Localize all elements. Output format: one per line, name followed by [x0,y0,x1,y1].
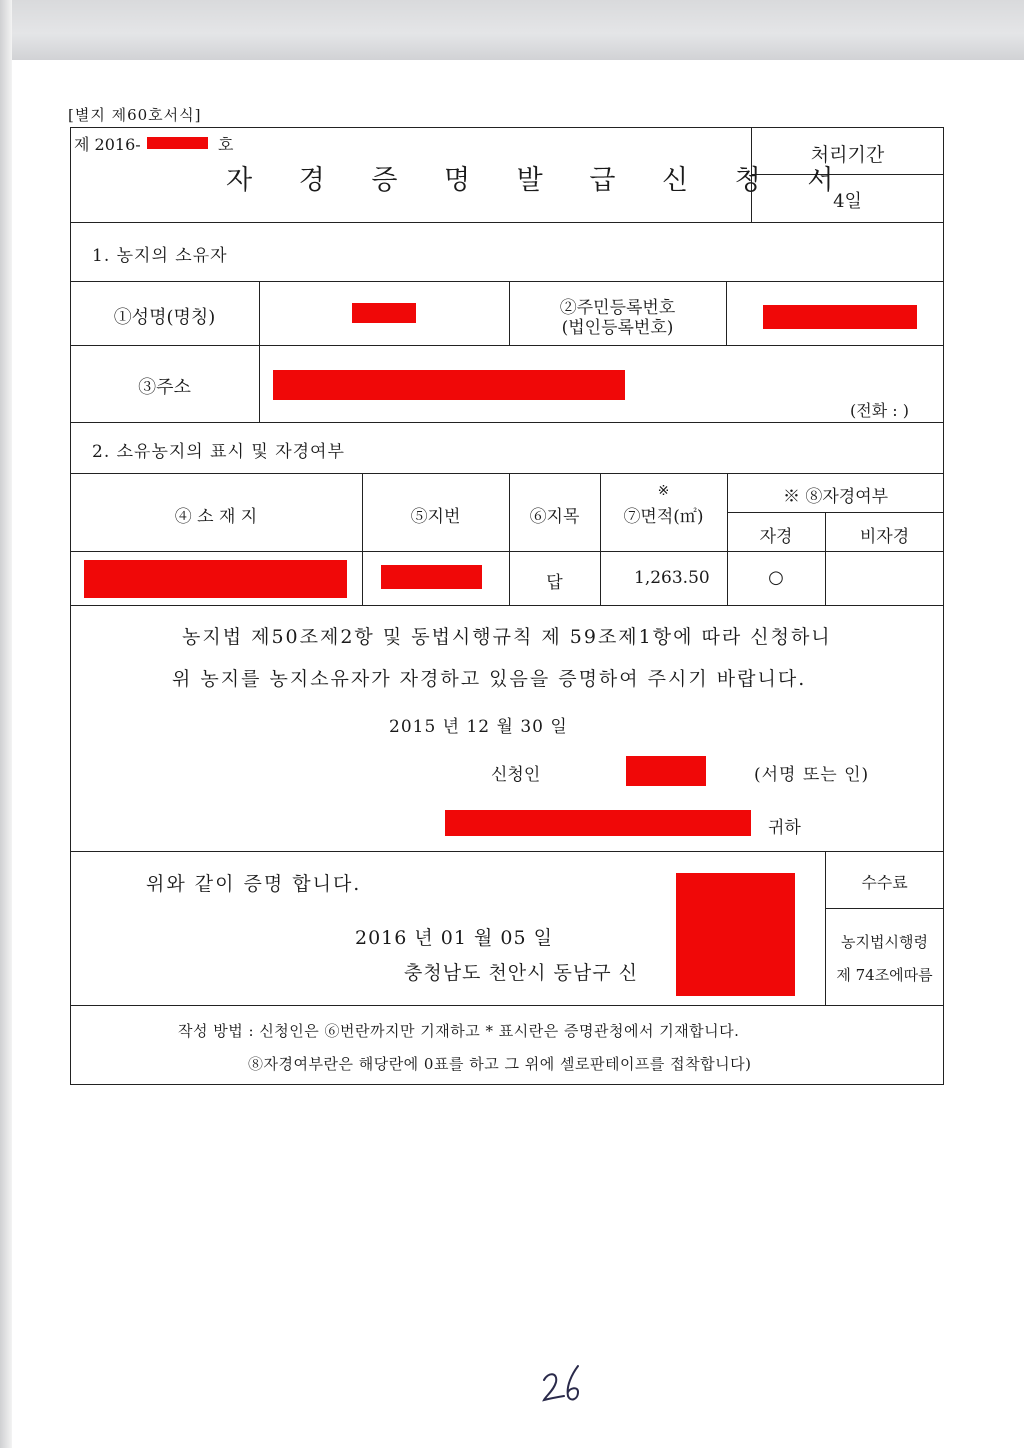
fee-label: 수수료 [861,873,908,892]
rule-section1-heading [70,281,944,282]
fee-note-line1: 농지법시행령 [841,933,928,951]
processing-period-label: 처리기간 [810,144,885,166]
handwritten-page-mark [538,1362,588,1406]
col-selfcult-no: 비자경 [859,527,910,547]
rule-id-label-right [726,281,727,345]
rule-col-location [362,473,363,605]
addressee-suffix: 귀하 [768,818,801,838]
form-code: [별지 제60호서식] [68,106,202,124]
col-lot: ⑤지번 [410,507,461,527]
redaction-issuer-seal [676,873,795,996]
instructions-line1: 작성 방법 : 신청인은 ⑥번란까지만 기재하고 * 표시란은 증명관청에서 기재합니다. [178,1022,740,1040]
id-label-line1: ②주민등록번호 [559,298,676,318]
processing-period-value: 4일 [833,191,862,212]
col-selfcult: ※ ⑧자경여부 [782,487,889,507]
certification-line1: 위와 같이 증명 합니다. [146,873,362,895]
address-label: ③주소 [138,377,191,398]
rule-table-row [70,605,944,606]
doc-number-prefix: 제 2016- [74,135,141,154]
redaction-addressee [445,810,751,836]
redaction-doc-number [147,137,208,149]
rule-table-header [70,551,944,552]
col-location: ④ 소 재 지 [174,507,258,527]
rule-section2-heading [70,473,944,474]
col-selfcult-yes: 자경 [759,527,793,547]
applicant-label: 신청인 [491,765,541,785]
col-category: ⑥지목 [529,507,580,527]
rule-fee-mid [825,908,944,909]
scan-shadow-left [0,0,12,1448]
redaction-lot [381,565,482,589]
rule-name-row [70,345,944,346]
redaction-applicant [626,756,706,786]
rule-address-row [70,422,944,423]
rule-application [70,851,944,852]
certification-issuer: 충청남도 천안시 동남구 신 [404,962,639,984]
row-area: 1,263.50 [634,568,710,588]
rule-certification [70,1005,944,1006]
application-date: 2015 년 12 월 30 일 [389,717,568,737]
rule-header-bottom [70,222,944,223]
application-line2: 위 농지를 농지소유자가 자경하고 있음을 증명하여 주시기 바랍니다. [172,668,807,690]
rule-label-col [259,281,260,422]
col-area: ⑦면적(㎡) [623,507,704,527]
id-label-line2: (법인등록번호) [561,318,674,338]
name-label: ①성명(명칭) [113,307,216,328]
section2-heading: 2. 소유농지의 표시 및 자경여부 [92,442,345,462]
sign-note: (서명 또는 인) [754,765,870,785]
section1-heading: 1. 농지의 소유자 [92,246,228,266]
rule-selfcult-sub [727,512,944,513]
application-line1: 농지법 제50조제2항 및 동법시행규칙 제 59조제1항에 따라 신청하니 [182,626,832,648]
redaction-id-number [763,305,917,329]
row-category: 답 [546,573,563,593]
certification-date: 2016 년 01 월 05 일 [355,927,553,949]
col-area-mark: ※ [657,483,670,499]
instructions-line2: ⑧자경여부란은 해당란에 0표를 하고 그 위에 셀로판테이프를 접착합니다) [248,1055,752,1073]
phone-label: (전화 : ) [850,401,909,420]
redaction-name [352,303,416,323]
redaction-address [273,370,625,400]
form-title: 자 경 증 명 발 급 신 청 서 [226,165,853,196]
doc-number-suffix: 호 [218,135,234,154]
fee-note-line2: 제 74조에따름 [836,966,933,984]
row-selfcult-yes: ○ [768,567,784,588]
redaction-location [84,560,347,598]
